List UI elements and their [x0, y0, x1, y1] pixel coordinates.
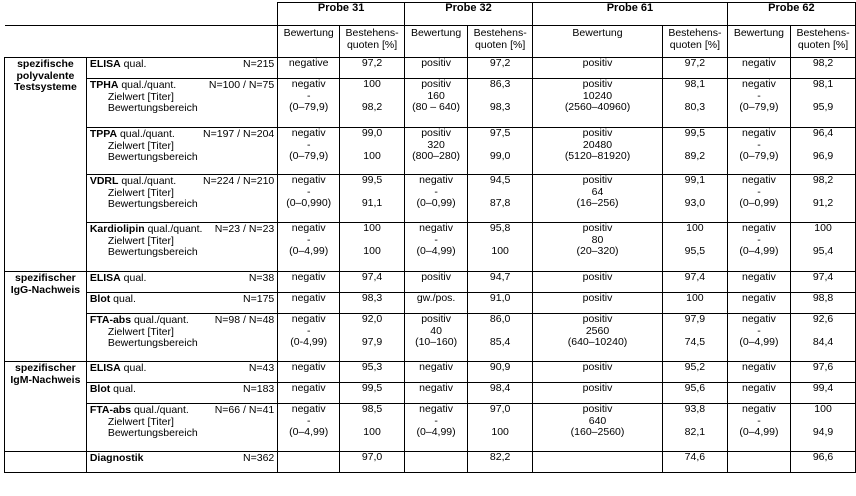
- test-name-kardio: Kardiolipin qual./quant. N=23 / N=23 Zielwert [Titer] Bewertungsbereich: [86, 223, 277, 272]
- bewertung-61: positiv 20480 (5120–81920): [533, 128, 663, 175]
- quote-62: 98,1 95,9: [791, 79, 856, 128]
- quote-32: 95,8 100: [468, 223, 533, 272]
- quote-32: 94,7: [468, 272, 533, 293]
- bewertung-62: negativ: [727, 58, 790, 79]
- quote-32: 90,9: [468, 362, 533, 383]
- quote-32: 86,0 85,4: [468, 314, 533, 362]
- category-igm: spezifischer IgM-Nachweis: [5, 362, 87, 452]
- bewertung-31: negativ - (0–79,9): [278, 128, 340, 175]
- row-vdrl: [5, 175, 856, 223]
- probe-header-row: [5, 3, 856, 26]
- row-elisa_igg: [5, 272, 856, 293]
- bewertung-31: negativ - (0–0,990): [278, 175, 340, 223]
- row-tppa: [5, 128, 856, 175]
- quoten-header: Bestehens- quoten [%]: [662, 26, 727, 58]
- bewertung-32: gw./pos.: [404, 293, 467, 314]
- test-name-blot_igg: Blot qual. N=175: [86, 293, 277, 314]
- quote-61: 100: [662, 293, 727, 314]
- quote-62: 96,6: [791, 452, 856, 473]
- quote-62: 98,8: [791, 293, 856, 314]
- bewertung-32: positiv: [404, 272, 467, 293]
- bewertung-62: negativ - (0–0,99): [727, 175, 790, 223]
- bewertung-32: [404, 452, 467, 473]
- bewertung-31: negativ - (0–4,99): [278, 223, 340, 272]
- bewertung-62: negativ: [727, 383, 790, 404]
- row-blot_igg: [5, 293, 856, 314]
- bewertung-32: negativ - (0–4,99): [404, 404, 467, 452]
- quote-62: 92,6 84,4: [791, 314, 856, 362]
- test-name-elisa_poly: ELISA qual. N=215: [86, 58, 277, 79]
- bewertung-32: positiv: [404, 58, 467, 79]
- bewertung-31: negativ - (0-4,99): [278, 314, 340, 362]
- quote-61: 100 95,5: [662, 223, 727, 272]
- quote-61: 97,4: [662, 272, 727, 293]
- bewertung-31: [278, 452, 340, 473]
- bewertung-header: Bewertung: [404, 26, 467, 58]
- quote-31: 95,3: [340, 362, 405, 383]
- bewertung-62: negativ: [727, 293, 790, 314]
- quote-61: 93,8 82,1: [662, 404, 727, 452]
- bewertung-31: negativ: [278, 383, 340, 404]
- quote-61: 97,9 74,5: [662, 314, 727, 362]
- bewertung-31: negativ: [278, 362, 340, 383]
- header-blank: [5, 3, 278, 26]
- bewertung-61: positiv: [533, 362, 663, 383]
- test-name-elisa_igm: ELISA qual. N=43: [86, 362, 277, 383]
- quote-31: 98,3: [340, 293, 405, 314]
- bewertung-61: positiv 10240 (2560–40960): [533, 79, 663, 128]
- quote-61: 95,6: [662, 383, 727, 404]
- test-name-diag: Diagnostik N=362: [86, 452, 277, 473]
- bewertung-32: positiv 160 (80 – 640): [404, 79, 467, 128]
- probe-61-header: Probe 61: [533, 3, 728, 26]
- quoten-header: Bestehens- quoten [%]: [468, 26, 533, 58]
- bewertung-32: negativ - (0–4,99): [404, 223, 467, 272]
- header-blank: [5, 26, 278, 58]
- quote-61: 98,1 80,3: [662, 79, 727, 128]
- quote-32: 86,3 98,3: [468, 79, 533, 128]
- row-elisa_poly: [5, 58, 856, 79]
- bewertung-32: negativ: [404, 362, 467, 383]
- bewertung-header: Bewertung: [533, 26, 663, 58]
- test-name-fta_igg: FTA-abs qual./quant. N=98 / N=48 Zielwert [Titer] Bewertungsbereich: [86, 314, 277, 362]
- row-fta_igg: [5, 314, 856, 362]
- quote-31: 99,5: [340, 383, 405, 404]
- bewertung-header: Bewertung: [278, 26, 340, 58]
- bewertung-61: positiv: [533, 383, 663, 404]
- category-empty: [5, 452, 87, 473]
- bewertung-62: negativ: [727, 362, 790, 383]
- quote-32: 98,4: [468, 383, 533, 404]
- bewertung-62: negativ - (0–4,99): [727, 223, 790, 272]
- quote-62: 96,4 96,9: [791, 128, 856, 175]
- bewertung-62: negativ - (0–79,9): [727, 79, 790, 128]
- quote-61: 97,2: [662, 58, 727, 79]
- bewertung-61: positiv: [533, 58, 663, 79]
- column-header-row: [5, 26, 856, 58]
- bewertung-32: negativ - (0–0,99): [404, 175, 467, 223]
- bewertung-32: positiv 320 (800–280): [404, 128, 467, 175]
- quote-62: 100 94,9: [791, 404, 856, 452]
- bewertung-32: negativ: [404, 383, 467, 404]
- quote-61: 74,6: [662, 452, 727, 473]
- quote-32: 97,5 99,0: [468, 128, 533, 175]
- bewertung-61: positiv: [533, 272, 663, 293]
- quote-31: 99,0 100: [340, 128, 405, 175]
- row-diag: [5, 452, 856, 473]
- bewertung-61: positiv 64 (16–256): [533, 175, 663, 223]
- quote-61: 99,5 89,2: [662, 128, 727, 175]
- results-table: [4, 2, 856, 473]
- probe-32-header: Probe 32: [404, 3, 532, 26]
- row-fta_igm: [5, 404, 856, 452]
- quote-62: 98,2 91,2: [791, 175, 856, 223]
- bewertung-31: negativ - (0–79,9): [278, 79, 340, 128]
- test-name-fta_igm: FTA-abs qual./quant. N=66 / N=41 Zielwert [Titer] Bewertungsbereich: [86, 404, 277, 452]
- quote-32: 82,2: [468, 452, 533, 473]
- category-polyvalente: spezifische polyvalente Testsysteme: [5, 58, 87, 272]
- bewertung-31: negativ: [278, 272, 340, 293]
- bewertung-62: negativ - (0–4,99): [727, 404, 790, 452]
- quote-31: 97,4: [340, 272, 405, 293]
- probe-62-header: Probe 62: [727, 3, 855, 26]
- bewertung-62: [727, 452, 790, 473]
- bewertung-header: Bewertung: [727, 26, 790, 58]
- row-elisa_igm: [5, 362, 856, 383]
- bewertung-31: negative: [278, 58, 340, 79]
- quote-31: 92,0 97,9: [340, 314, 405, 362]
- bewertung-61: positiv 80 (20–320): [533, 223, 663, 272]
- quoten-header: Bestehens- quoten [%]: [791, 26, 856, 58]
- quote-62: 97,6: [791, 362, 856, 383]
- results-table-container: [4, 2, 856, 473]
- row-blot_igm: [5, 383, 856, 404]
- bewertung-31: negativ - (0–4,99): [278, 404, 340, 452]
- row-kardio: [5, 223, 856, 272]
- bewertung-62: negativ - (0–79,9): [727, 128, 790, 175]
- quote-31: 99,5 91,1: [340, 175, 405, 223]
- test-name-elisa_igg: ELISA qual. N=38: [86, 272, 277, 293]
- bewertung-61: positiv 640 (160–2560): [533, 404, 663, 452]
- quote-31: 100 98,2: [340, 79, 405, 128]
- bewertung-61: [533, 452, 663, 473]
- quote-61: 95,2: [662, 362, 727, 383]
- bewertung-61: positiv 2560 (640–10240): [533, 314, 663, 362]
- bewertung-62: negativ - (0–4,99): [727, 314, 790, 362]
- bewertung-32: positiv 40 (10–160): [404, 314, 467, 362]
- quoten-header: Bestehens- quoten [%]: [340, 26, 405, 58]
- quote-31: 98,5 100: [340, 404, 405, 452]
- quote-32: 97,2: [468, 58, 533, 79]
- bewertung-61: positiv: [533, 293, 663, 314]
- quote-62: 100 95,4: [791, 223, 856, 272]
- row-tpha: [5, 79, 856, 128]
- quote-32: 94,5 87,8: [468, 175, 533, 223]
- quote-32: 97,0 100: [468, 404, 533, 452]
- category-igg: spezifischer IgG-Nachweis: [5, 272, 87, 362]
- bewertung-62: negativ: [727, 272, 790, 293]
- test-name-blot_igm: Blot qual. N=183: [86, 383, 277, 404]
- bewertung-31: negativ: [278, 293, 340, 314]
- quote-31: 100 100: [340, 223, 405, 272]
- probe-31-header: Probe 31: [278, 3, 405, 26]
- quote-31: 97,0: [340, 452, 405, 473]
- quote-62: 97,4: [791, 272, 856, 293]
- quote-61: 99,1 93,0: [662, 175, 727, 223]
- test-name-tpha: TPHA qual./quant. N=100 / N=75 Zielwert [Titer] Bewertungsbereich: [86, 79, 277, 128]
- quote-62: 99,4: [791, 383, 856, 404]
- quote-32: 91,0: [468, 293, 533, 314]
- test-name-tppa: TPPA qual./quant. N=197 / N=204 Zielwert [Titer] Bewertungsbereich: [86, 128, 277, 175]
- test-name-vdrl: VDRL qual./quant. N=224 / N=210 Zielwert [Titer] Bewertungsbereich: [86, 175, 277, 223]
- quote-31: 97,2: [340, 58, 405, 79]
- quote-62: 98,2: [791, 58, 856, 79]
